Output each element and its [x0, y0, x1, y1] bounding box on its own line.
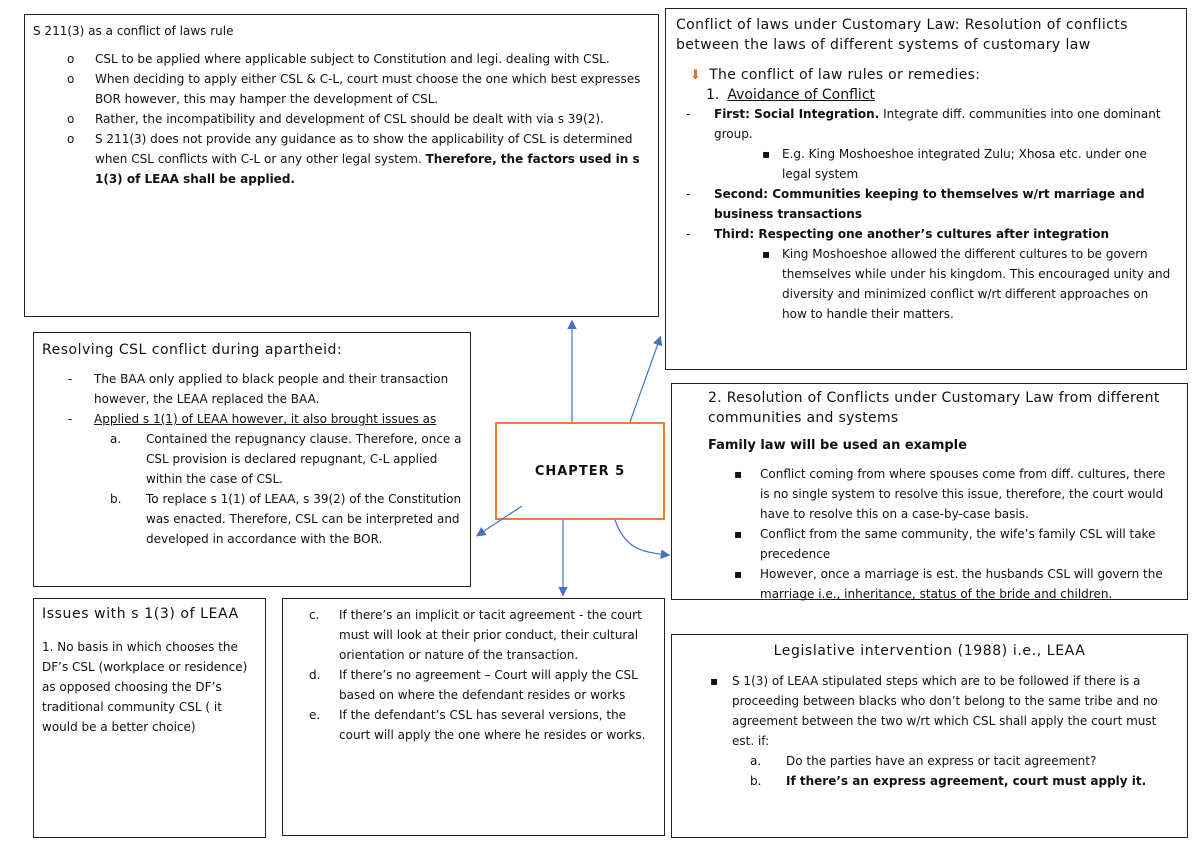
- item-text: S 1(3) of LEAA stipulated steps which are to be followed if there is a proceeding between blacks who don’t belong to the same tribe and no agreement between the two w/rt which CSL shall apply the court must est. if:: [732, 674, 1158, 748]
- list-item: [676, 244, 1176, 324]
- item-text: However, once a marriage is est. the husbands CSL will govern the marriage i.e., inheritance, status of the bride and children.: [760, 567, 1163, 601]
- list-item: [291, 665, 656, 705]
- letter-marker: b.: [110, 492, 122, 506]
- item-text: Conflict from the same community, the wife’s family CSL will take precedence: [760, 527, 1156, 561]
- box-text: 1. No basis in which chooses the DF’s CSL (workplace or residence) as opposed choosing the DF’s traditional community CSL ( it would be a better choice): [42, 640, 248, 734]
- list-item: [33, 109, 650, 129]
- list-item: [42, 369, 462, 409]
- bullet-marker: o: [67, 112, 75, 126]
- dash-marker: -: [68, 372, 73, 386]
- bullet-marker: o: [67, 52, 75, 66]
- item-text: If there’s an express agreement, court must apply it.: [786, 774, 1147, 788]
- item-text: If the defendant’s CSL has several versions, the court will apply the one where he resides or works.: [339, 708, 646, 742]
- box-title: Resolving CSL conflict during apartheid:: [42, 342, 343, 358]
- item-text: Integrate diff. communities into one dominant group.: [714, 107, 1161, 141]
- item-text: Applied s 1(1) of LEAA however, it also brought issues as: [94, 412, 437, 426]
- number-marker: 1.: [706, 87, 720, 103]
- box-leaa-steps-continued: [282, 598, 665, 836]
- item-text: Do the parties have an express or tacit agreement?: [786, 754, 1097, 768]
- item-text: CSL to be applied where applicable subject to Constitution and legi. dealing with CSL.: [95, 52, 610, 66]
- item-text: When deciding to apply either CSL & C-L, court must choose the one which best expresses BOR however, this may hamper the development of CSL.: [95, 72, 641, 106]
- square-bullet: ▪: [734, 567, 743, 581]
- bullet-marker: o: [67, 132, 75, 146]
- item-text: If there’s no agreement – Court will apply the CSL based on where the defendant resides or works: [339, 668, 638, 702]
- dash-marker: -: [686, 227, 691, 241]
- item-text: E.g. King Moshoeshoe integrated Zulu; Xhosa etc. under one legal system: [782, 147, 1147, 181]
- dash-marker: -: [686, 187, 691, 201]
- list-item: [291, 705, 656, 745]
- list-item: [676, 144, 1176, 184]
- list-item: [676, 184, 1176, 224]
- square-bullet: ▪: [734, 527, 743, 541]
- list-item: [33, 129, 650, 189]
- list-item: [682, 564, 1177, 604]
- bullet-marker: o: [67, 72, 75, 86]
- item-text: The BAA only applied to black people and their transaction however, the LEAA replaced the BAA.: [94, 372, 449, 406]
- item-bold-text: First: Social Integration.: [714, 107, 880, 121]
- subheading: [676, 65, 1176, 86]
- dash-marker: -: [686, 107, 691, 121]
- item-text: S 211(3) does not provide any guidance as to show the applicability of CSL is determined when CSL conflicts with C-L or any other legal system.: [95, 132, 633, 166]
- item-text: If there’s an implicit or tacit agreement - the court must will look at their prior conduct, their cultural orientation or nature of the transaction.: [339, 608, 642, 662]
- letter-marker: a.: [110, 432, 122, 446]
- square-bullet: ▪: [710, 674, 719, 688]
- square-bullet: ▪: [762, 147, 771, 161]
- square-bullet: ▪: [734, 467, 743, 481]
- box-legislative-intervention: [671, 634, 1188, 838]
- item-text: King Moshoeshoe allowed the different cultures to be govern themselves while under his kingdom. This encouraged unity and diversity and minimized conflict w/rt different approaches on how to handle their matters.: [782, 247, 1171, 321]
- letter-marker: c.: [309, 608, 320, 622]
- box-subtitle: Family law will be used an example: [708, 438, 967, 453]
- square-bullet: ▪: [762, 247, 771, 261]
- list-item: [682, 524, 1177, 564]
- box-title: Legislative intervention (1988) i.e., LEAA: [773, 643, 1086, 659]
- list-item: [42, 489, 462, 549]
- list-item: [33, 69, 650, 109]
- dash-marker: -: [68, 412, 73, 426]
- arrow-bullet-icon: ⬇: [690, 68, 702, 83]
- box-apartheid-conflict: [33, 332, 471, 587]
- arrow-to-resolution-box: [615, 520, 668, 555]
- list-item: [682, 751, 1177, 771]
- list-item: [42, 409, 462, 429]
- list-item: [33, 49, 650, 69]
- box-customary-law-conflicts: [665, 8, 1187, 370]
- box-s211-conflict-rule: [24, 14, 659, 317]
- list-item: [682, 671, 1177, 751]
- list-item: [291, 605, 656, 665]
- letter-marker: a.: [750, 754, 762, 768]
- box-title: Conflict of laws under Customary Law: Resolution of conflicts between the laws of different systems of customary law: [676, 17, 1128, 53]
- chapter-label: CHAPTER 5: [534, 463, 626, 479]
- arrow-to-customary-box: [630, 338, 660, 422]
- item-text: Conflict coming from where spouses come from diff. cultures, there is no single system to resolve this issue, therefore, the court would have to resolve this on a case-by-case basis.: [760, 467, 1166, 521]
- item-bold-text: Therefore, the factors used in s 1(3) of LEAA shall be applied.: [95, 152, 640, 186]
- list-item: [676, 104, 1176, 144]
- box-title: Issues with s 1(3) of LEAA: [42, 606, 239, 622]
- list-item: [676, 224, 1176, 244]
- letter-marker: b.: [750, 774, 762, 788]
- item-text: To replace s 1(1) of LEAA, s 39(2) of the Constitution was enacted. Therefore, CSL can be interpreted and developed in accordance with the BOR.: [146, 492, 462, 546]
- list-item: [42, 429, 462, 489]
- letter-marker: e.: [309, 708, 321, 722]
- box-title: 2. Resolution of Conflicts under Customary Law from different communities and systems: [708, 390, 1160, 426]
- list-item: [682, 771, 1177, 791]
- list-item: [682, 464, 1177, 524]
- numbered-text: Avoidance of Conflict: [727, 87, 876, 103]
- box-issues-leaa: [33, 598, 266, 838]
- box-title: S 211(3) as a conflict of laws rule: [33, 24, 234, 38]
- letter-marker: d.: [309, 668, 321, 682]
- item-text: Rather, the incompatibility and development of CSL should be dealt with via s 39(2).: [95, 112, 604, 126]
- subheading-text: The conflict of law rules or remedies:: [709, 67, 981, 83]
- box-resolution-communities: [671, 383, 1188, 600]
- bullet-list: [33, 49, 650, 189]
- chapter-center-node: [495, 422, 665, 520]
- numbered-heading: [676, 86, 1176, 104]
- item-bold-text: Third: Respecting one another’s cultures after integration: [714, 227, 1110, 241]
- item-text: Contained the repugnancy clause. Therefore, once a CSL provision is declared repugnant, C-L applied within the case of CSL.: [146, 432, 462, 486]
- item-bold-text: Second: Communities keeping to themselves w/rt marriage and business transactions: [714, 187, 1145, 221]
